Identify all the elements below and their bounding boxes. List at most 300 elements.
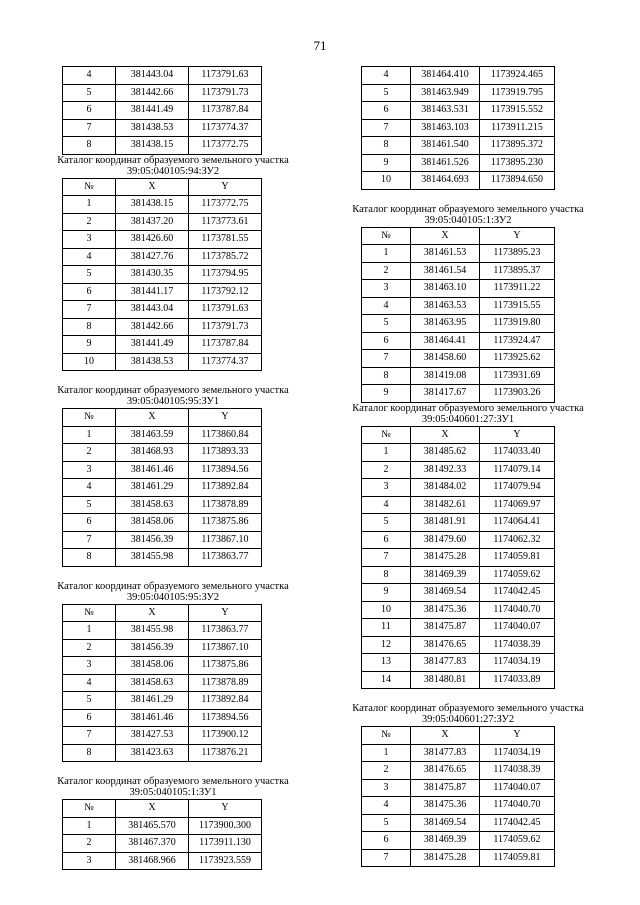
- coordinates-table: [361, 227, 555, 403]
- point-number-cell: 4: [63, 674, 116, 692]
- table-row: [63, 84, 262, 102]
- x-coordinate-cell: 381441.49: [116, 336, 189, 354]
- x-coordinate-cell: 381468.966: [116, 852, 189, 870]
- point-number-cell: 7: [362, 350, 411, 368]
- y-coordinate-cell: 1173774.37: [189, 119, 262, 137]
- catalog-caption: [38, 385, 308, 407]
- cadastral-code: 39:05:040601:27:ЗУ1: [421, 413, 515, 425]
- table-row: [362, 797, 555, 815]
- point-number-cell: 3: [63, 657, 116, 675]
- point-number-cell: 8: [63, 549, 116, 567]
- catalog-title: Каталог координат образуемого земельного участка: [352, 402, 584, 414]
- y-coordinate-cell: 1174059.62: [480, 566, 555, 584]
- y-coordinate-cell: 1173878.89: [189, 674, 262, 692]
- x-coordinate-cell: 381426.60: [116, 231, 189, 249]
- y-coordinate-cell: 1173791.63: [189, 67, 262, 85]
- x-coordinate-cell: 381479.60: [411, 531, 480, 549]
- x-coordinate-cell: 381437.20: [116, 213, 189, 231]
- table-header-row: [63, 409, 262, 427]
- header-y: Y: [189, 604, 262, 622]
- y-coordinate-cell: 1174033.89: [480, 671, 555, 689]
- x-coordinate-cell: 381417.67: [411, 385, 480, 403]
- coordinates-table: [361, 426, 555, 690]
- table-row: [362, 496, 555, 514]
- x-coordinate-cell: 381438.53: [116, 119, 189, 137]
- table-row: [63, 102, 262, 120]
- table-row: [362, 280, 555, 298]
- table-row: [63, 119, 262, 137]
- y-coordinate-cell: 1174040.70: [480, 601, 555, 619]
- point-number-cell: 6: [63, 709, 116, 727]
- y-coordinate-cell: 1173894.650: [480, 172, 555, 190]
- y-coordinate-cell: 1173791.63: [189, 301, 262, 319]
- x-coordinate-cell: 381485.62: [411, 444, 480, 462]
- point-number-cell: 6: [63, 514, 116, 532]
- coordinates-table: [62, 178, 262, 372]
- point-number-cell: 10: [362, 172, 411, 190]
- x-coordinate-cell: 381467.370: [116, 835, 189, 853]
- x-coordinate-cell: 381469.39: [411, 832, 480, 850]
- y-coordinate-cell: 1173919.795: [480, 84, 555, 102]
- table-row: [362, 549, 555, 567]
- point-number-cell: 9: [362, 154, 411, 172]
- x-coordinate-cell: 381463.95: [411, 315, 480, 333]
- y-coordinate-cell: 1173863.77: [189, 622, 262, 640]
- point-number-cell: 9: [63, 336, 116, 354]
- point-number-cell: 4: [63, 248, 116, 266]
- point-number-cell: 2: [362, 262, 411, 280]
- table-row: [63, 248, 262, 266]
- point-number-cell: 5: [362, 514, 411, 532]
- table-row: [63, 835, 262, 853]
- point-number-cell: 4: [362, 797, 411, 815]
- header-x: X: [116, 178, 189, 196]
- table-row: [63, 657, 262, 675]
- header-x: X: [116, 800, 189, 818]
- point-number-cell: 1: [362, 744, 411, 762]
- x-coordinate-cell: 381477.83: [411, 744, 480, 762]
- x-coordinate-cell: 381458.63: [116, 496, 189, 514]
- page-number: 71: [313, 38, 327, 53]
- y-coordinate-cell: 1173895.23: [480, 245, 555, 263]
- x-coordinate-cell: 381492.33: [411, 461, 480, 479]
- table-row: [362, 762, 555, 780]
- x-coordinate-cell: 381419.08: [411, 367, 480, 385]
- point-number-cell: 10: [63, 353, 116, 371]
- x-coordinate-cell: 381464.693: [411, 172, 480, 190]
- x-coordinate-cell: 381461.46: [116, 461, 189, 479]
- coordinates-table: [62, 799, 262, 870]
- x-coordinate-cell: 381461.46: [116, 709, 189, 727]
- point-number-cell: 6: [362, 832, 411, 850]
- header-x: X: [116, 604, 189, 622]
- point-number-cell: 3: [63, 852, 116, 870]
- header-number: №: [63, 800, 116, 818]
- x-coordinate-cell: 381469.54: [411, 584, 480, 602]
- y-coordinate-cell: 1174042.45: [480, 814, 555, 832]
- table-row: [63, 514, 262, 532]
- table-row: [362, 601, 555, 619]
- x-coordinate-cell: 381430.35: [116, 266, 189, 284]
- catalog-block: [332, 403, 604, 690]
- y-coordinate-cell: 1173893.33: [189, 444, 262, 462]
- table-row: [362, 479, 555, 497]
- point-number-cell: 4: [63, 479, 116, 497]
- table-row: [362, 849, 555, 867]
- x-coordinate-cell: 381456.39: [116, 639, 189, 657]
- x-coordinate-cell: 381463.53: [411, 297, 480, 315]
- y-coordinate-cell: 1174079.14: [480, 461, 555, 479]
- table-row: [63, 549, 262, 567]
- x-coordinate-cell: 381465.570: [116, 817, 189, 835]
- header-x: X: [116, 409, 189, 427]
- x-coordinate-cell: 381480.81: [411, 671, 480, 689]
- x-coordinate-cell: 381481.91: [411, 514, 480, 532]
- x-coordinate-cell: 381455.98: [116, 549, 189, 567]
- point-number-cell: 8: [63, 137, 116, 155]
- y-coordinate-cell: 1173781.55: [189, 231, 262, 249]
- point-number-cell: 8: [362, 566, 411, 584]
- y-coordinate-cell: 1174040.07: [480, 619, 555, 637]
- x-coordinate-cell: 381482.61: [411, 496, 480, 514]
- x-coordinate-cell: 381464.410: [411, 67, 480, 85]
- table-header-row: [63, 800, 262, 818]
- y-coordinate-cell: 1174062.32: [480, 531, 555, 549]
- y-coordinate-cell: 1173892.84: [189, 692, 262, 710]
- header-number: №: [362, 727, 411, 745]
- catalog-title: Каталог координат образуемого земельного участка: [57, 580, 289, 592]
- x-coordinate-cell: 381438.15: [116, 196, 189, 214]
- y-coordinate-cell: 1173923.559: [189, 852, 262, 870]
- header-number: №: [362, 227, 411, 245]
- y-coordinate-cell: 1173894.56: [189, 709, 262, 727]
- y-coordinate-cell: 1173863.77: [189, 549, 262, 567]
- coordinates-table: [62, 408, 262, 567]
- x-coordinate-cell: 381427.53: [116, 727, 189, 745]
- header-y: Y: [480, 227, 555, 245]
- y-coordinate-cell: 1173867.10: [189, 531, 262, 549]
- point-number-cell: 9: [362, 584, 411, 602]
- catalog-block: [332, 204, 604, 403]
- point-number-cell: 9: [362, 385, 411, 403]
- catalog-caption: [38, 155, 308, 177]
- x-coordinate-cell: 381458.06: [116, 514, 189, 532]
- table-row: [362, 385, 555, 403]
- table-row: [362, 444, 555, 462]
- catalog-caption: [332, 403, 604, 425]
- header-y: Y: [480, 727, 555, 745]
- point-number-cell: 4: [362, 67, 411, 85]
- point-number-cell: 1: [63, 622, 116, 640]
- point-number-cell: 7: [362, 119, 411, 137]
- point-number-cell: 8: [362, 367, 411, 385]
- point-number-cell: 5: [362, 814, 411, 832]
- table-row: [63, 461, 262, 479]
- coordinates-table: [62, 604, 262, 763]
- y-coordinate-cell: 1173860.84: [189, 426, 262, 444]
- y-coordinate-cell: 1174034.19: [480, 744, 555, 762]
- x-coordinate-cell: 381475.36: [411, 601, 480, 619]
- x-coordinate-cell: 381469.54: [411, 814, 480, 832]
- point-number-cell: 7: [362, 549, 411, 567]
- y-coordinate-cell: 1174040.07: [480, 779, 555, 797]
- table-row: [63, 318, 262, 336]
- header-number: №: [362, 426, 411, 444]
- point-number-cell: 2: [63, 444, 116, 462]
- cadastral-code: 39:05:040105:95:ЗУ1: [126, 396, 220, 407]
- x-coordinate-cell: 381458.06: [116, 657, 189, 675]
- x-coordinate-cell: 381458.63: [116, 674, 189, 692]
- point-number-cell: 5: [362, 84, 411, 102]
- catalog-caption: [38, 776, 308, 798]
- point-number-cell: 1: [63, 426, 116, 444]
- point-number-cell: 13: [362, 654, 411, 672]
- table-row: [63, 674, 262, 692]
- point-number-cell: 11: [362, 619, 411, 637]
- catalog-title: Каталог координат образуемого земельного участка: [57, 776, 289, 787]
- header-y: Y: [189, 409, 262, 427]
- y-coordinate-cell: 1173892.84: [189, 479, 262, 497]
- header-x: X: [411, 727, 480, 745]
- y-coordinate-cell: 1173792.12: [189, 283, 262, 301]
- table-row: [63, 283, 262, 301]
- x-coordinate-cell: 381463.103: [411, 119, 480, 137]
- table-row: [362, 671, 555, 689]
- header-y: Y: [480, 426, 555, 444]
- x-coordinate-cell: 381468.93: [116, 444, 189, 462]
- y-coordinate-cell: 1174038.39: [480, 762, 555, 780]
- point-number-cell: 2: [362, 461, 411, 479]
- right-column: [332, 66, 604, 867]
- table-row: [63, 531, 262, 549]
- y-coordinate-cell: 1173924.465: [480, 67, 555, 85]
- x-coordinate-cell: 381441.49: [116, 102, 189, 120]
- x-coordinate-cell: 381463.59: [116, 426, 189, 444]
- point-number-cell: 7: [63, 301, 116, 319]
- table-row: [362, 531, 555, 549]
- catalog-block: [332, 703, 604, 867]
- point-number-cell: 2: [63, 639, 116, 657]
- x-coordinate-cell: 381427.76: [116, 248, 189, 266]
- catalog-title: Каталог координат образуемого земельного участка: [352, 203, 584, 215]
- table-header-row: [362, 227, 555, 245]
- table-row: [63, 444, 262, 462]
- y-coordinate-cell: 1173875.86: [189, 657, 262, 675]
- catalog-block: [38, 155, 308, 372]
- catalog-caption: [332, 204, 604, 226]
- point-number-cell: 12: [362, 636, 411, 654]
- y-coordinate-cell: 1173791.73: [189, 84, 262, 102]
- point-number-cell: 2: [63, 213, 116, 231]
- header-y: Y: [189, 800, 262, 818]
- table-row: [362, 245, 555, 263]
- cadastral-code: 39:05:040601:27:ЗУ2: [421, 714, 515, 725]
- y-coordinate-cell: 1173915.55: [480, 297, 555, 315]
- y-coordinate-cell: 1174034.19: [480, 654, 555, 672]
- x-coordinate-cell: 381461.29: [116, 479, 189, 497]
- x-coordinate-cell: 381469.39: [411, 566, 480, 584]
- point-number-cell: 3: [362, 479, 411, 497]
- point-number-cell: 3: [362, 280, 411, 298]
- y-coordinate-cell: 1173915.552: [480, 102, 555, 120]
- table-row: [63, 479, 262, 497]
- x-coordinate-cell: 381484.02: [411, 479, 480, 497]
- catalog-block: [332, 66, 604, 190]
- header-x: X: [411, 227, 480, 245]
- point-number-cell: 2: [362, 762, 411, 780]
- header-number: №: [63, 409, 116, 427]
- table-row: [63, 336, 262, 354]
- x-coordinate-cell: 381476.65: [411, 762, 480, 780]
- y-coordinate-cell: 1173774.37: [189, 353, 262, 371]
- y-coordinate-cell: 1173867.10: [189, 639, 262, 657]
- point-number-cell: 5: [63, 84, 116, 102]
- table-row: [362, 102, 555, 120]
- y-coordinate-cell: 1173876.21: [189, 744, 262, 762]
- y-coordinate-cell: 1173895.372: [480, 137, 555, 155]
- point-number-cell: 4: [362, 297, 411, 315]
- catalog-block: [38, 581, 308, 763]
- point-number-cell: 6: [362, 102, 411, 120]
- y-coordinate-cell: 1174059.81: [480, 549, 555, 567]
- cadastral-code: 39:05:040105:1:ЗУ2: [424, 214, 512, 226]
- catalog-block: [38, 385, 308, 567]
- point-number-cell: 8: [63, 744, 116, 762]
- point-number-cell: 7: [362, 849, 411, 867]
- table-header-row: [63, 604, 262, 622]
- point-number-cell: 1: [362, 245, 411, 263]
- x-coordinate-cell: 381461.526: [411, 154, 480, 172]
- table-row: [63, 353, 262, 371]
- y-coordinate-cell: 1173772.75: [189, 196, 262, 214]
- point-number-cell: 7: [63, 727, 116, 745]
- y-coordinate-cell: 1173895.230: [480, 154, 555, 172]
- point-number-cell: 5: [63, 692, 116, 710]
- point-number-cell: 6: [362, 531, 411, 549]
- catalog-block: [38, 776, 308, 870]
- table-row: [362, 744, 555, 762]
- point-number-cell: 4: [362, 496, 411, 514]
- table-row: [362, 350, 555, 368]
- table-row: [63, 622, 262, 640]
- x-coordinate-cell: 381458.60: [411, 350, 480, 368]
- y-coordinate-cell: 1173894.56: [189, 461, 262, 479]
- y-coordinate-cell: 1173787.84: [189, 336, 262, 354]
- x-coordinate-cell: 381461.53: [411, 245, 480, 263]
- x-coordinate-cell: 381475.87: [411, 619, 480, 637]
- y-coordinate-cell: 1173794.95: [189, 266, 262, 284]
- point-number-cell: 1: [362, 444, 411, 462]
- x-coordinate-cell: 381475.36: [411, 797, 480, 815]
- point-number-cell: 5: [362, 315, 411, 333]
- y-coordinate-cell: 1174033.40: [480, 444, 555, 462]
- catalog-block: [38, 66, 308, 155]
- x-coordinate-cell: 381463.949: [411, 84, 480, 102]
- y-coordinate-cell: 1174079.94: [480, 479, 555, 497]
- x-coordinate-cell: 381461.540: [411, 137, 480, 155]
- table-row: [362, 514, 555, 532]
- coordinates-table: [361, 726, 555, 867]
- point-number-cell: 6: [63, 102, 116, 120]
- header-y: Y: [189, 178, 262, 196]
- x-coordinate-cell: 381475.87: [411, 779, 480, 797]
- header-number: №: [63, 178, 116, 196]
- y-coordinate-cell: 1173900.300: [189, 817, 262, 835]
- table-row: [63, 852, 262, 870]
- point-number-cell: 1: [63, 196, 116, 214]
- point-number-cell: 2: [63, 835, 116, 853]
- table-row: [362, 566, 555, 584]
- y-coordinate-cell: 1174042.45: [480, 584, 555, 602]
- x-coordinate-cell: 381477.83: [411, 654, 480, 672]
- table-row: [362, 654, 555, 672]
- catalog-caption: [38, 581, 308, 603]
- header-x: X: [411, 426, 480, 444]
- x-coordinate-cell: 381475.28: [411, 849, 480, 867]
- point-number-cell: 6: [63, 283, 116, 301]
- y-coordinate-cell: 1173911.130: [189, 835, 262, 853]
- point-number-cell: 5: [63, 496, 116, 514]
- y-coordinate-cell: 1173787.84: [189, 102, 262, 120]
- table-row: [362, 119, 555, 137]
- y-coordinate-cell: 1173785.72: [189, 248, 262, 266]
- point-number-cell: 8: [362, 137, 411, 155]
- x-coordinate-cell: 381443.04: [116, 67, 189, 85]
- y-coordinate-cell: 1174069.97: [480, 496, 555, 514]
- table-row: [63, 709, 262, 727]
- x-coordinate-cell: 381461.29: [116, 692, 189, 710]
- catalog-caption: [332, 703, 604, 725]
- table-row: [63, 639, 262, 657]
- table-row: [63, 692, 262, 710]
- x-coordinate-cell: 381455.98: [116, 622, 189, 640]
- table-row: [362, 832, 555, 850]
- y-coordinate-cell: 1173903.26: [480, 385, 555, 403]
- table-row: [63, 817, 262, 835]
- cadastral-code: 39:05:040105:94:ЗУ2: [126, 165, 220, 177]
- table-row: [63, 266, 262, 284]
- table-row: [362, 297, 555, 315]
- x-coordinate-cell: 381423.63: [116, 744, 189, 762]
- y-coordinate-cell: 1173875.86: [189, 514, 262, 532]
- point-number-cell: 3: [63, 461, 116, 479]
- catalog-title: Каталог координат образуемого земельного участка: [57, 154, 289, 166]
- x-coordinate-cell: 381438.53: [116, 353, 189, 371]
- y-coordinate-cell: 1173900.12: [189, 727, 262, 745]
- point-number-cell: 5: [63, 266, 116, 284]
- table-row: [362, 84, 555, 102]
- point-number-cell: 7: [63, 531, 116, 549]
- table-row: [362, 315, 555, 333]
- y-coordinate-cell: 1173925.62: [480, 350, 555, 368]
- cadastral-code: 39:05:040105:95:ЗУ2: [126, 591, 220, 603]
- y-coordinate-cell: 1174059.62: [480, 832, 555, 850]
- y-coordinate-cell: 1173924.47: [480, 332, 555, 350]
- x-coordinate-cell: 381463.10: [411, 280, 480, 298]
- y-coordinate-cell: 1173772.75: [189, 137, 262, 155]
- x-coordinate-cell: 381438.15: [116, 137, 189, 155]
- header-number: №: [63, 604, 116, 622]
- x-coordinate-cell: 381456.39: [116, 531, 189, 549]
- cadastral-code: 39:05:040105:1:ЗУ1: [129, 787, 217, 798]
- x-coordinate-cell: 381442.66: [116, 318, 189, 336]
- table-row: [362, 461, 555, 479]
- table-row: [362, 814, 555, 832]
- table-row: [362, 779, 555, 797]
- table-row: [63, 301, 262, 319]
- table-row: [63, 213, 262, 231]
- x-coordinate-cell: 381464.41: [411, 332, 480, 350]
